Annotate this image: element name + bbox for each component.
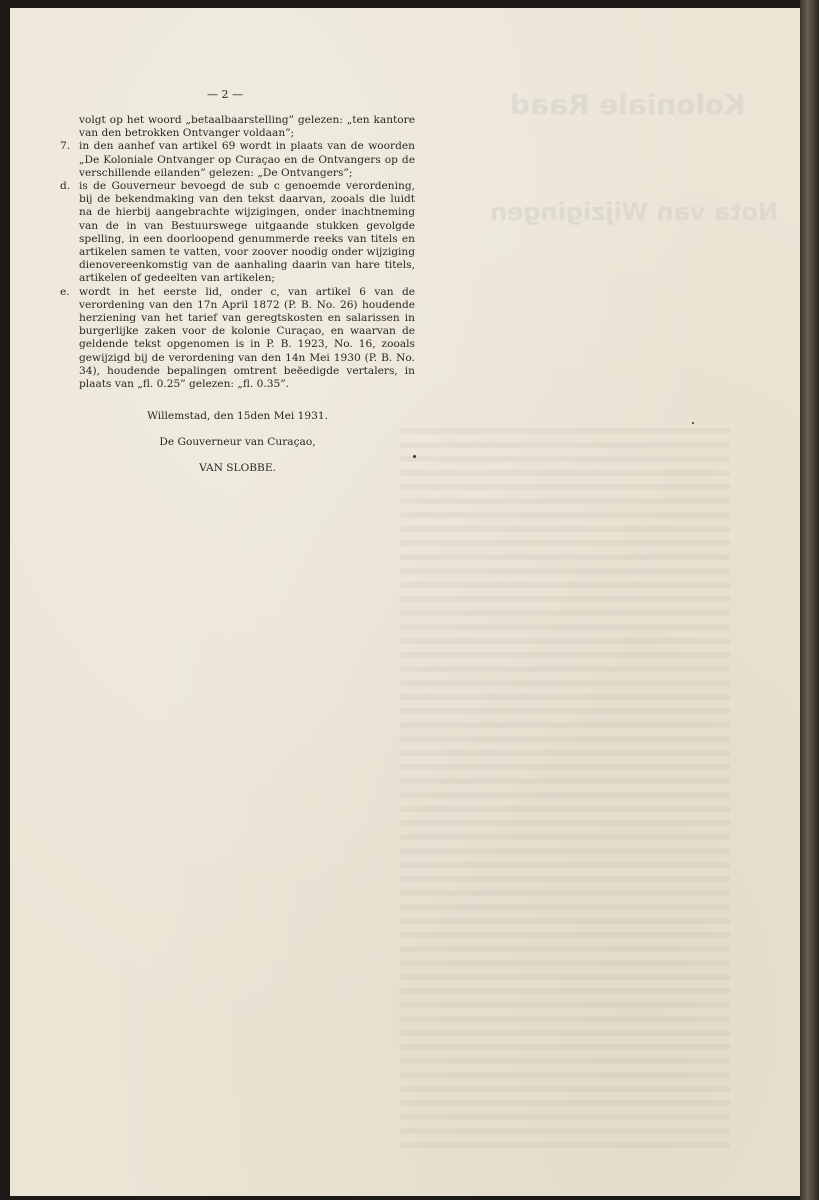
page-edge: [800, 0, 819, 1200]
place-date: Willemstad, den 15den Mei 1931.: [147, 410, 328, 422]
signature-title: De Gouverneur van Curaçao,: [159, 436, 316, 448]
list-item: [60, 286, 415, 392]
show-through-heading: Koloniale Raad: [510, 88, 746, 121]
item-text: wordt in het eerste lid, onder c, van artikel 6 van de verordening van den 17n April 1872 (P. B. No. 26) houdende herziening van het tarief van geregtskosten en salarissen in burgerlijke zaken voor de kolonie Curaçao, en waarvan de geldende tekst opgenomen is in P. B. 1923, No. 16, zooals gewijzigd bij de verordening van den 14n Mei 1930 (P. B. No. 34), houdende bepalingen omtrent beëedigde vertalers, in plaats van „fl. 0.25” gelezen: „fl. 0.35”.: [79, 285, 415, 391]
signature-name: VAN SLOBBE.: [199, 462, 276, 474]
list-item: [60, 140, 415, 180]
list-item: [60, 180, 415, 286]
item-label: d.: [60, 180, 71, 193]
item-text: is de Gouverneur bevoegd de sub c genoemde verordening, bij de bekendmaking van den tekst daarvan, zooals die luidt na de hierbij aangebrachte wijzigingen, onder inachtneming van de in van Bestuurswege uitgaande stukken gevolgde spelling, in een doorloopend genummerde reeks van titels en artikelen samen te vatten, voor zoover noodig onder wijziging dienovereenkomstig van de aanhaling daarin van hare titels, artikelen of gedeelten van artikelen;: [79, 180, 415, 285]
page-number: — 2 —: [207, 88, 243, 101]
show-through-text: [400, 428, 730, 1148]
speck: [413, 455, 416, 458]
document-body: [60, 114, 415, 391]
show-through-title: Nota van Wijzigingen: [490, 198, 779, 226]
intro-paragraph: volgt op het woord „betaalbaarstelling” gelezen: „ten kantore van den betrokken Ontvanger voldaan”;: [79, 114, 415, 140]
speck: [692, 422, 694, 424]
item-text: in den aanhef van artikel 69 wordt in plaats van de woorden „De Koloniale Ontvanger op Curaçao en de Ontvangers op de verschillende eilanden” gelezen: „De Ontvangers”;: [79, 140, 415, 179]
item-label: 7.: [60, 140, 71, 153]
item-label: e.: [60, 285, 70, 298]
